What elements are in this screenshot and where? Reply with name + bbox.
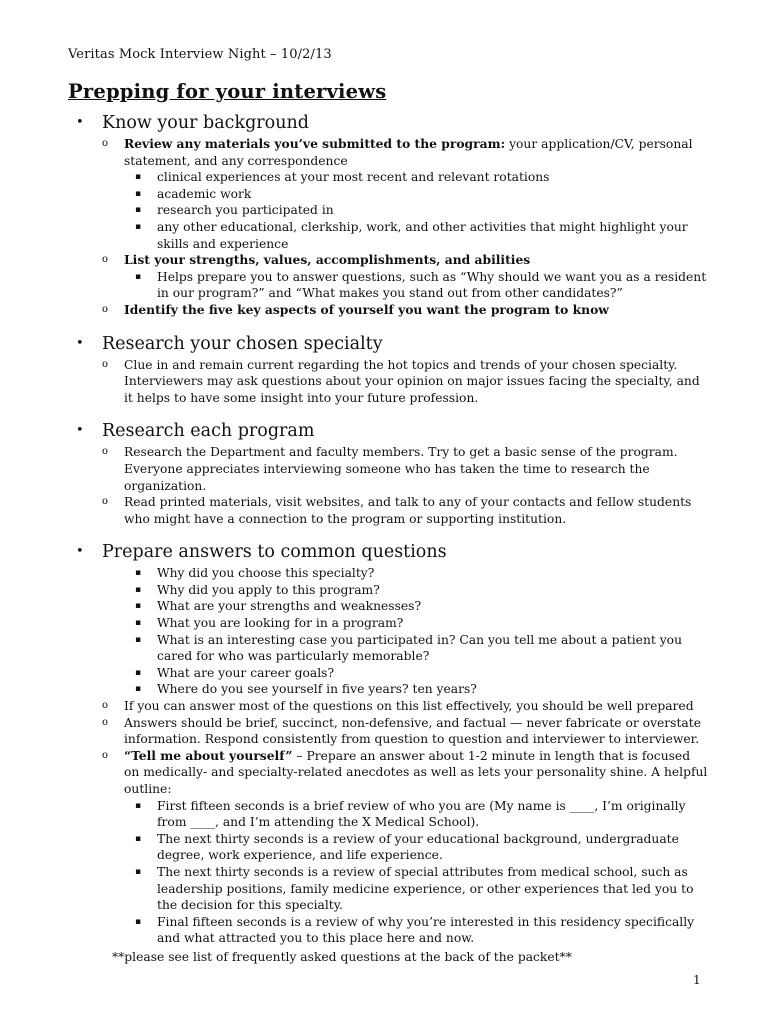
square-bullet-icon: ▪: [135, 221, 142, 232]
bullet-icon: •: [76, 423, 84, 439]
circle-bullet-icon: o: [102, 254, 109, 266]
circle-bullet-icon: o: [102, 303, 109, 315]
circle-bullet-icon: o: [102, 138, 109, 149]
list-item: ▪ Why did you apply to this program?: [135, 582, 380, 597]
list-item: ▪ academic work: [135, 186, 252, 201]
list-item: o Research the Department and faculty members. Try to get a basic sense of the program. Everyone appreciates interviewing someone who has taken the time to research the organization.: [102, 445, 678, 493]
list-item: ▪ What is an interesting case you participated in? Can you tell me about a patient you cared for who was particularly memorable?: [135, 632, 682, 664]
list-item: o “Tell me about yourself” – Prepare an answer about 1-2 minute in length that is focused on medically- and specialty-related anecdotes as well as lets your personality shine. A helpful outline:: [102, 747, 708, 796]
circle-bullet-icon: o: [102, 358, 109, 370]
list-item: ▪ The next thirty seconds is a review of your educational background, undergraduate degree, work experience, and life experience.: [135, 831, 679, 863]
circle-bullet-icon: o: [102, 496, 109, 508]
list-item: o Review any materials you’ve submitted to the program: your application/CV, personal statement, and any correspondence: [102, 136, 693, 168]
square-bullet-icon: ▪: [135, 667, 142, 678]
square-bullet-icon: ▪: [135, 833, 142, 844]
list-item: ▪ Helps prepare you to answer questions, such as “Why should we want you as a resident in our program?” and “What makes you stand out from other candidates?”: [135, 269, 707, 301]
list-item: ▪ What are your career goals?: [135, 665, 335, 680]
page-title: Prepping for your interviews: [68, 80, 387, 103]
section-heading: Research your chosen specialty: [102, 333, 383, 354]
list-item: o Identify the five key aspects of yourself you want the program to know: [102, 301, 609, 317]
page-header: Veritas Mock Interview Night – 10/2/13: [68, 47, 332, 62]
square-bullet-icon: ▪: [135, 568, 142, 579]
bullet-icon: •: [76, 544, 84, 560]
list-item: o List your strengths, values, accomplishments, and abilities: [102, 252, 531, 268]
square-bullet-icon: ▪: [135, 601, 142, 612]
document-body: [68, 112, 708, 966]
footnote: **please see list of frequently asked questions at the back of the packet**: [112, 949, 572, 964]
circle-bullet-icon: o: [102, 700, 109, 712]
square-bullet-icon: ▪: [135, 684, 142, 695]
page-number: 1: [693, 973, 701, 987]
square-bullet-icon: ▪: [135, 800, 142, 811]
circle-bullet-icon: o: [102, 749, 109, 761]
section-heading: Prepare answers to common questions: [102, 542, 447, 563]
list-item: ▪ Why did you choose this specialty?: [135, 566, 375, 581]
square-bullet-icon: ▪: [135, 634, 142, 645]
square-bullet-icon: ▪: [135, 584, 142, 595]
section-know-background: [68, 112, 708, 319]
square-bullet-icon: ▪: [135, 188, 142, 199]
section-research-program: [68, 420, 708, 527]
list-item: ▪ clinical experiences at your most recent and relevant rotations: [135, 170, 550, 185]
list-item: ▪ Where do you see yourself in five years? ten years?: [135, 682, 477, 697]
list-item: ▪ What you are looking for in a program?: [135, 616, 404, 631]
square-bullet-icon: ▪: [135, 618, 142, 629]
list-item: o Clue in and remain current regarding the hot topics and trends of your chosen specialty. Interviewers may ask questions about your opinion on major issues facing the specialty, and it helps to have some insight into your future profession.: [102, 357, 700, 405]
square-bullet-icon: ▪: [135, 916, 142, 927]
bullet-icon: •: [76, 335, 84, 351]
list-item: o If you can answer most of the questions on this list effectively, you should be well prepared: [102, 699, 694, 714]
square-bullet-icon: ▪: [135, 172, 142, 183]
list-item: o Answers should be brief, succinct, non-defensive, and factual — never fabricate or overstate information. Respond consistently from question to question and interviewer to interviewer.: [102, 715, 701, 747]
section-heading: Know your background: [102, 113, 309, 133]
square-bullet-icon: ▪: [135, 866, 142, 877]
list-item: o Read printed materials, visit websites, and talk to any of your contacts and fellow students who might have a connection to the program or supporting institution.: [102, 495, 692, 526]
list-item: ▪ First fifteen seconds is a brief review of who you are (My name is ____, I’m originally from ____, and I’m attending the X Medical School).: [135, 798, 686, 830]
list-item: ▪ Final fifteen seconds is a review of why you’re interested in this residency specifically and what attracted you to this place here and now.: [135, 914, 695, 946]
list-item: ▪ The next thirty seconds is a review of special attributes from medical school, such as leadership positions, family medicine experience, or other experiences that led you to the decision for this specialty.: [135, 864, 694, 913]
section-prepare-answers: [68, 541, 708, 947]
section-heading: Research each program: [102, 421, 315, 442]
list-item: ▪ What are your strengths and weaknesses?: [135, 599, 422, 614]
circle-bullet-icon: o: [102, 446, 109, 458]
list-item: ▪ research you participated in: [135, 203, 334, 218]
bullet-icon: •: [76, 115, 84, 130]
list-item: ▪ any other educational, clerkship, work, and other activities that might highlight your skills and experience: [135, 219, 688, 251]
section-research-specialty: [68, 333, 708, 407]
square-bullet-icon: ▪: [135, 205, 142, 216]
circle-bullet-icon: o: [102, 716, 109, 728]
square-bullet-icon: ▪: [135, 271, 142, 282]
